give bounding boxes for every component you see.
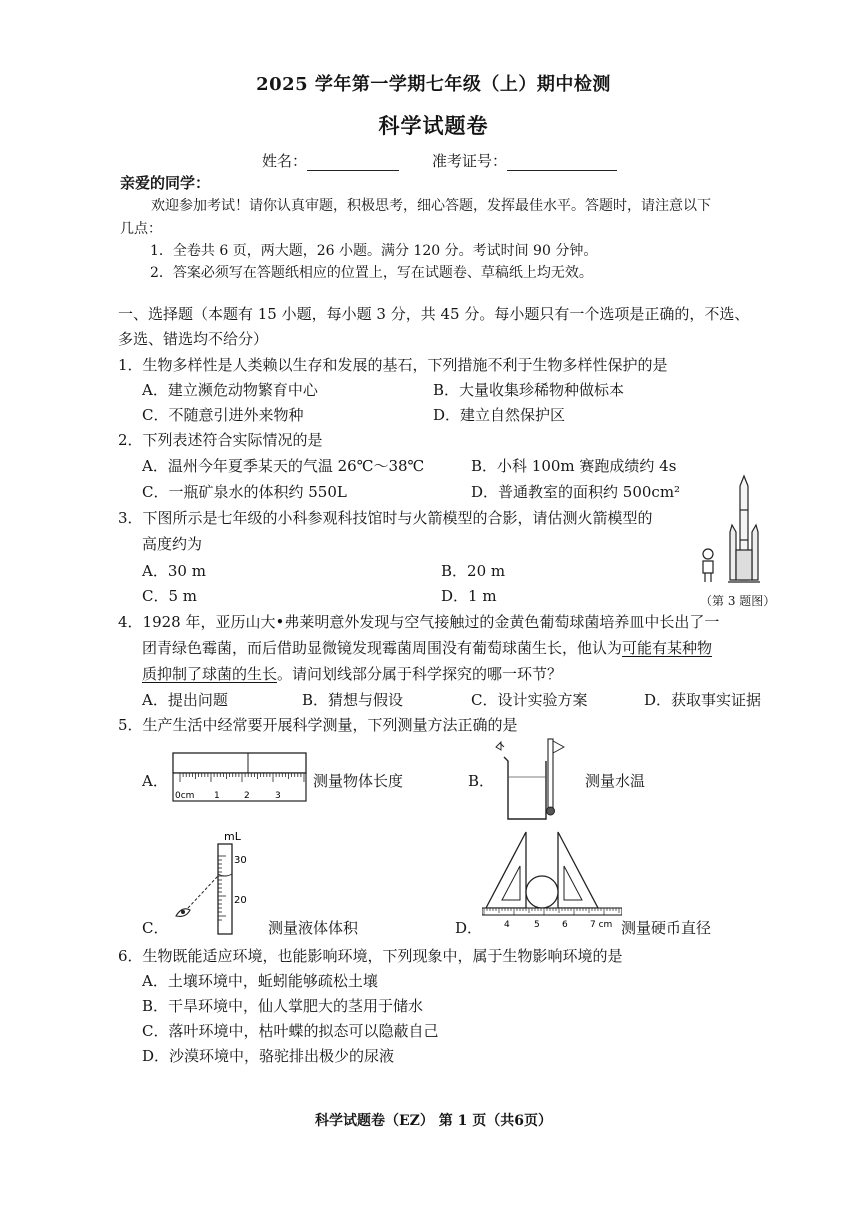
page-footer: 科学试题卷（EZ） 第 1 页（共6页） bbox=[315, 1113, 552, 1129]
q1-option-b: B．大量收集珍稀物种做标本 bbox=[433, 381, 625, 399]
q3-stem-line-1: 3．下图所示是七年级的小科参观科技馆时与火箭模型的合影，请估测火箭模型的 bbox=[118, 509, 653, 527]
beaker-thermometer-figure bbox=[494, 737, 574, 827]
name-field bbox=[262, 150, 399, 171]
q1-option-d: D．建立自然保护区 bbox=[433, 406, 566, 424]
q5-option-b-label: B． bbox=[468, 772, 495, 790]
intro-line-1: 欢迎参加考试！请你认真审题，积极思考，细心答题，发挥最佳水平。答题时，请注意以下 bbox=[151, 198, 711, 214]
q1-option-a: A．建立濒危动物繁育中心 bbox=[142, 381, 318, 399]
q4-stem-line-1: 4．1928 年，亚历山大•弗莱明意外发现与空气接触过的金黄色葡萄球菌培养皿中长出了一 bbox=[118, 613, 720, 631]
id-field bbox=[432, 150, 617, 171]
q6-stem: 6．生物既能适应环境，也能影响环境，下列现象中，属于生物影响环境的是 bbox=[118, 947, 623, 965]
q3-figure-caption: （第 3 题图） bbox=[700, 594, 776, 608]
cylinder-tick-label: 20 bbox=[234, 895, 247, 906]
ruler-tick-label: 0cm bbox=[175, 791, 195, 801]
q5-option-a-label: A． bbox=[142, 772, 168, 790]
q2-option-b: B．小科 100m 赛跑成绩约 4s bbox=[471, 457, 677, 475]
q3-option-d: D．1 m bbox=[441, 587, 497, 605]
section-heading-line-2: 多选、错选均不给分） bbox=[118, 330, 269, 348]
id-blank bbox=[507, 156, 617, 171]
q2-stem: 2．下列表述符合实际情况的是 bbox=[118, 431, 323, 449]
q5-option-d-label: D． bbox=[455, 919, 483, 937]
q4-underlined-part-1: 可能有某种物 bbox=[622, 639, 713, 657]
name-blank bbox=[307, 156, 399, 171]
q6-option-c: C．落叶环境中，枯叶蝶的拟态可以隐蔽自己 bbox=[142, 1022, 439, 1040]
q4-stem-line-2-text: 团青绿色霉菌，而后借助显微镜发现霉菌周围没有葡萄球菌生长，他认为 bbox=[142, 639, 623, 657]
note-1: 1．全卷共 6 页，两大题，26 小题。满分 120 分。考试时间 90 分钟。 bbox=[150, 243, 598, 259]
coin-triangles-figure bbox=[482, 826, 622, 932]
q5-option-d-text: 测量硬币直径 bbox=[621, 919, 712, 937]
q4-stem-line-3 bbox=[142, 663, 562, 684]
coin-ruler-tick-label: 4 bbox=[504, 920, 510, 930]
q1-stem: 1．生物多样性是人类赖以生存和发展的基石，下列措施不利于生物多样性保护的是 bbox=[118, 356, 668, 374]
q2-option-d: D．普通教室的面积约 500cm² bbox=[471, 483, 681, 501]
coin-ruler-tick-label: 6 bbox=[562, 920, 568, 930]
coin-ruler-tick-label: 5 bbox=[534, 920, 540, 930]
ruler-tick-label: 2 bbox=[244, 791, 250, 801]
q4-stem-line-3-text: 。请问划线部分属于科学探究的哪一环节？ bbox=[277, 665, 563, 683]
q2-option-a: A．温州今年夏季某天的气温 26℃～38℃ bbox=[142, 457, 425, 475]
q6-option-d: D．沙漠环境中，骆驼排出极少的尿液 bbox=[142, 1047, 395, 1065]
q3-option-b: B．20 m bbox=[441, 562, 506, 580]
q3-option-c: C．5 m bbox=[142, 587, 198, 605]
ruler-figure bbox=[170, 748, 310, 806]
q6-option-a: A．土壤环境中，蚯蚓能够疏松土壤 bbox=[142, 972, 378, 990]
q4-underlined-part-2: 质抑制了球菌的生长 bbox=[142, 665, 278, 683]
id-label: 准考证号： bbox=[432, 152, 508, 170]
q1-option-c: C．不随意引进外来物种 bbox=[142, 406, 304, 424]
intro-line-2: 几点： bbox=[120, 221, 162, 237]
ruler-tick-label: 1 bbox=[214, 791, 220, 801]
q2-option-c: C．一瓶矿泉水的体积约 550L bbox=[142, 483, 347, 501]
q3-option-a: A．30 m bbox=[142, 562, 206, 580]
q3-stem-line-2: 高度约为 bbox=[142, 535, 203, 553]
rocket-figure bbox=[694, 470, 774, 590]
q4-option-a: A．提出问题 bbox=[142, 691, 228, 709]
q6-option-b: B．干旱环境中，仙人掌肥大的茎用于储水 bbox=[142, 997, 424, 1015]
q4-option-c: C．设计实验方案 bbox=[471, 691, 588, 709]
graduated-cylinder-figure bbox=[168, 826, 260, 938]
q4-option-b: B．猜想与假设 bbox=[302, 691, 404, 709]
q4-stem-line-2 bbox=[142, 637, 712, 658]
cylinder-unit-label: mL bbox=[224, 830, 241, 843]
greeting: 亲爱的同学： bbox=[120, 174, 211, 192]
q5-option-b-text: 测量水温 bbox=[585, 772, 646, 790]
q5-option-c-label: C． bbox=[142, 919, 169, 937]
exam-subtitle: 科学试题卷 bbox=[378, 113, 489, 138]
name-label: 姓名： bbox=[262, 152, 308, 170]
note-2: 2．答案必须写在答题纸相应的位置上，写在试题卷、草稿纸上均无效。 bbox=[150, 265, 593, 281]
q5-option-a-text: 测量物体长度 bbox=[313, 772, 404, 790]
coin-icon bbox=[526, 876, 558, 908]
exam-title: 2025 学年第一学期七年级（上）期中检测 bbox=[256, 74, 611, 95]
q5-stem: 5．生产生活中经常要开展科学测量，下列测量方法正确的是 bbox=[118, 716, 518, 734]
ruler-tick-label: 3 bbox=[275, 791, 281, 801]
coin-ruler-tick-label: 7 cm bbox=[590, 920, 613, 930]
cylinder-tick-label: 30 bbox=[234, 855, 247, 866]
section-heading-line-1: 一、选择题（本题有 15 小题，每小题 3 分，共 45 分。每小题只有一个选项是正确的，不选、 bbox=[118, 305, 750, 323]
q4-option-d: D．获取事实证据 bbox=[644, 691, 762, 709]
q5-option-c-text: 测量液体体积 bbox=[268, 919, 359, 937]
